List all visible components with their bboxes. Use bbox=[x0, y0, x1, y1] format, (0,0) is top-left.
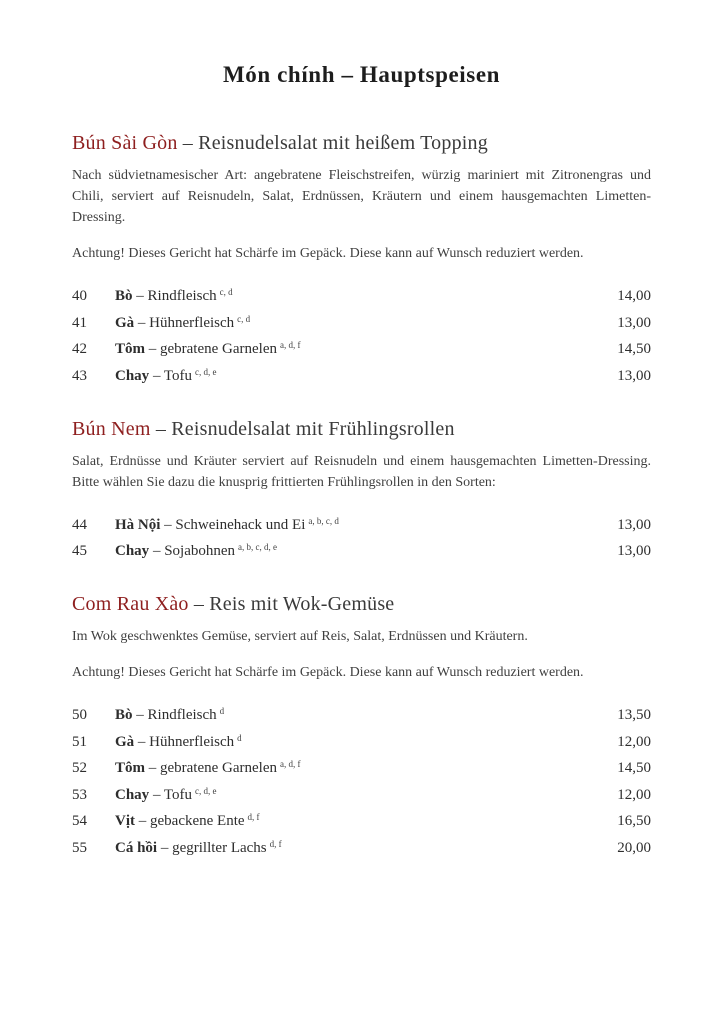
item-description: – Rindfleisch bbox=[136, 707, 217, 723]
item-price: 16,50 bbox=[617, 813, 651, 829]
item-name: Bò bbox=[115, 707, 133, 723]
section-name-vietnamese: Bún Nem bbox=[72, 417, 151, 440]
item-number: 52 bbox=[72, 760, 87, 776]
item-label bbox=[115, 813, 617, 830]
item-price: 13,50 bbox=[617, 707, 651, 723]
item-allergen-codes: a, d, f bbox=[280, 340, 301, 350]
item-number: 51 bbox=[72, 733, 87, 750]
item-number: 41 bbox=[72, 314, 87, 331]
item-number: 43 bbox=[72, 367, 87, 384]
item-allergen-codes: c, d, e bbox=[195, 785, 217, 796]
item-allergen-codes: d, f bbox=[247, 812, 260, 822]
item-label bbox=[115, 288, 617, 305]
item-number: 53 bbox=[72, 786, 87, 803]
menu-item-row bbox=[72, 341, 651, 358]
spiciness-note: Achtung! Dieses Gericht hat Schärfe im Gepäck. Diese kann auf Wunsch reduziert werden. bbox=[72, 246, 584, 261]
menu-item-row bbox=[72, 543, 651, 560]
item-description: – Tofu bbox=[152, 786, 193, 803]
item-price: 13,00 bbox=[617, 314, 651, 331]
item-price: 13,00 bbox=[617, 367, 651, 384]
item-number: 44 bbox=[72, 516, 87, 533]
section-heading bbox=[72, 132, 651, 155]
item-number: 50 bbox=[72, 707, 87, 723]
menu-section-bun-sai-gon bbox=[72, 132, 651, 385]
item-price: 14,50 bbox=[617, 341, 651, 357]
item-label bbox=[115, 341, 617, 358]
item-price: 12,00 bbox=[617, 733, 651, 750]
item-label bbox=[115, 760, 617, 777]
item-allergen-codes: a, d, f bbox=[280, 759, 301, 769]
item-label bbox=[115, 707, 617, 724]
item-name: Tôm bbox=[115, 341, 145, 357]
item-description: – Hühnerfleisch bbox=[137, 314, 235, 331]
menu-item-row bbox=[72, 368, 651, 385]
item-price: 14,00 bbox=[617, 288, 651, 304]
menu-item-row bbox=[72, 707, 651, 724]
page-title: Món chính – Hauptspeisen bbox=[222, 62, 501, 87]
menu-item-row bbox=[72, 787, 651, 804]
item-price: 12,00 bbox=[617, 786, 651, 803]
section-subtitle-german: – Reis mit Wok-Gemüse bbox=[193, 593, 395, 615]
item-name: Gà bbox=[115, 733, 135, 750]
item-name: Hà Nội bbox=[115, 516, 161, 533]
item-number: 45 bbox=[72, 543, 87, 559]
item-description: – Hühnerfleisch bbox=[137, 733, 235, 750]
menu-section-bun-nem bbox=[72, 418, 651, 561]
item-allergen-codes: c, d, e bbox=[195, 366, 217, 377]
item-label bbox=[115, 368, 617, 385]
item-price: 13,00 bbox=[617, 516, 651, 533]
section-heading bbox=[72, 418, 651, 441]
item-list bbox=[72, 707, 651, 857]
menu-item-row bbox=[72, 813, 651, 830]
spiciness-note: Achtung! Dieses Gericht hat Schärfe im Gepäck. Diese kann auf Wunsch reduziert werden. bbox=[72, 665, 584, 680]
item-label bbox=[115, 517, 617, 534]
item-number: 54 bbox=[72, 813, 87, 829]
item-allergen-codes: c, d bbox=[219, 287, 233, 297]
section-name-vietnamese: Bún Sài Gòn bbox=[72, 132, 178, 154]
item-label bbox=[115, 543, 617, 560]
menu-item-row bbox=[72, 760, 651, 777]
item-number: 55 bbox=[72, 839, 87, 856]
item-description: – gebackene Ente bbox=[138, 813, 245, 829]
item-description: – gebratene Garnelen bbox=[148, 760, 278, 776]
item-allergen-codes: a, b, c, d bbox=[308, 515, 339, 526]
section-name-vietnamese: Com Rau Xào bbox=[72, 593, 189, 615]
item-name: Vịt bbox=[115, 813, 135, 829]
menu-item-row bbox=[72, 517, 651, 534]
menu-item-row bbox=[72, 734, 651, 751]
item-name: Chay bbox=[115, 786, 150, 803]
menu-item-row bbox=[72, 288, 651, 305]
section-heading bbox=[72, 593, 651, 616]
item-name: Chay bbox=[115, 367, 150, 384]
item-name: Tôm bbox=[115, 760, 145, 776]
item-name: Bò bbox=[115, 288, 133, 304]
section-description: Nach südvietnamesischer Art: angebratene Fleischstreifen, würzig mariniert mit Zitronengras und Chili, serviert auf Reisnudeln, Salat, Erdnüssen, Kräutern und einem hausgemachten Limetten-Dressing. bbox=[72, 168, 651, 225]
item-label bbox=[115, 787, 617, 804]
item-label bbox=[115, 315, 617, 332]
item-label bbox=[115, 840, 617, 857]
item-description: – Rindfleisch bbox=[136, 288, 217, 304]
item-name: Chay bbox=[115, 543, 150, 559]
menu-item-row bbox=[72, 840, 651, 857]
section-subtitle-german: – Reisnudelsalat mit heißem Topping bbox=[182, 132, 488, 154]
item-allergen-codes: d bbox=[219, 706, 225, 716]
menu-section-com-rau-xao bbox=[72, 593, 651, 857]
menu-item-row bbox=[72, 315, 651, 332]
item-number: 42 bbox=[72, 341, 87, 357]
item-description: – Tofu bbox=[152, 367, 193, 384]
item-label bbox=[115, 734, 617, 751]
item-allergen-codes: a, b, c, d, e bbox=[238, 542, 277, 552]
item-allergen-codes: c, d bbox=[237, 313, 251, 324]
section-description: Im Wok geschwenktes Gemüse, serviert auf Reis, Salat, Erdnüssen und Kräutern. bbox=[72, 629, 528, 644]
item-description: – Sojabohnen bbox=[152, 543, 236, 559]
item-price: 13,00 bbox=[617, 543, 651, 559]
item-description: – gegrillter Lachs bbox=[160, 839, 267, 856]
item-description: – gebratene Garnelen bbox=[148, 341, 278, 357]
item-name: Gà bbox=[115, 314, 135, 331]
item-number: 40 bbox=[72, 288, 87, 304]
item-allergen-codes: d, f bbox=[269, 838, 282, 849]
item-list bbox=[72, 517, 651, 561]
section-subtitle-german: – Reisnudelsalat mit Frühlingsrollen bbox=[155, 417, 455, 440]
item-price: 20,00 bbox=[617, 839, 651, 856]
section-description: Salat, Erdnüsse und Kräuter serviert auf Reisnudeln und einem hausgemachten Limetten-Dressing. Bitte wählen Sie dazu die knusprig frittierten Frühlingsrollen in den Sorten: bbox=[72, 453, 651, 490]
item-name: Cá hồi bbox=[115, 839, 158, 856]
item-allergen-codes: d bbox=[237, 732, 242, 743]
item-price: 14,50 bbox=[617, 760, 651, 776]
item-description: – Schweinehack und Ei bbox=[164, 516, 306, 533]
item-list bbox=[72, 288, 651, 385]
